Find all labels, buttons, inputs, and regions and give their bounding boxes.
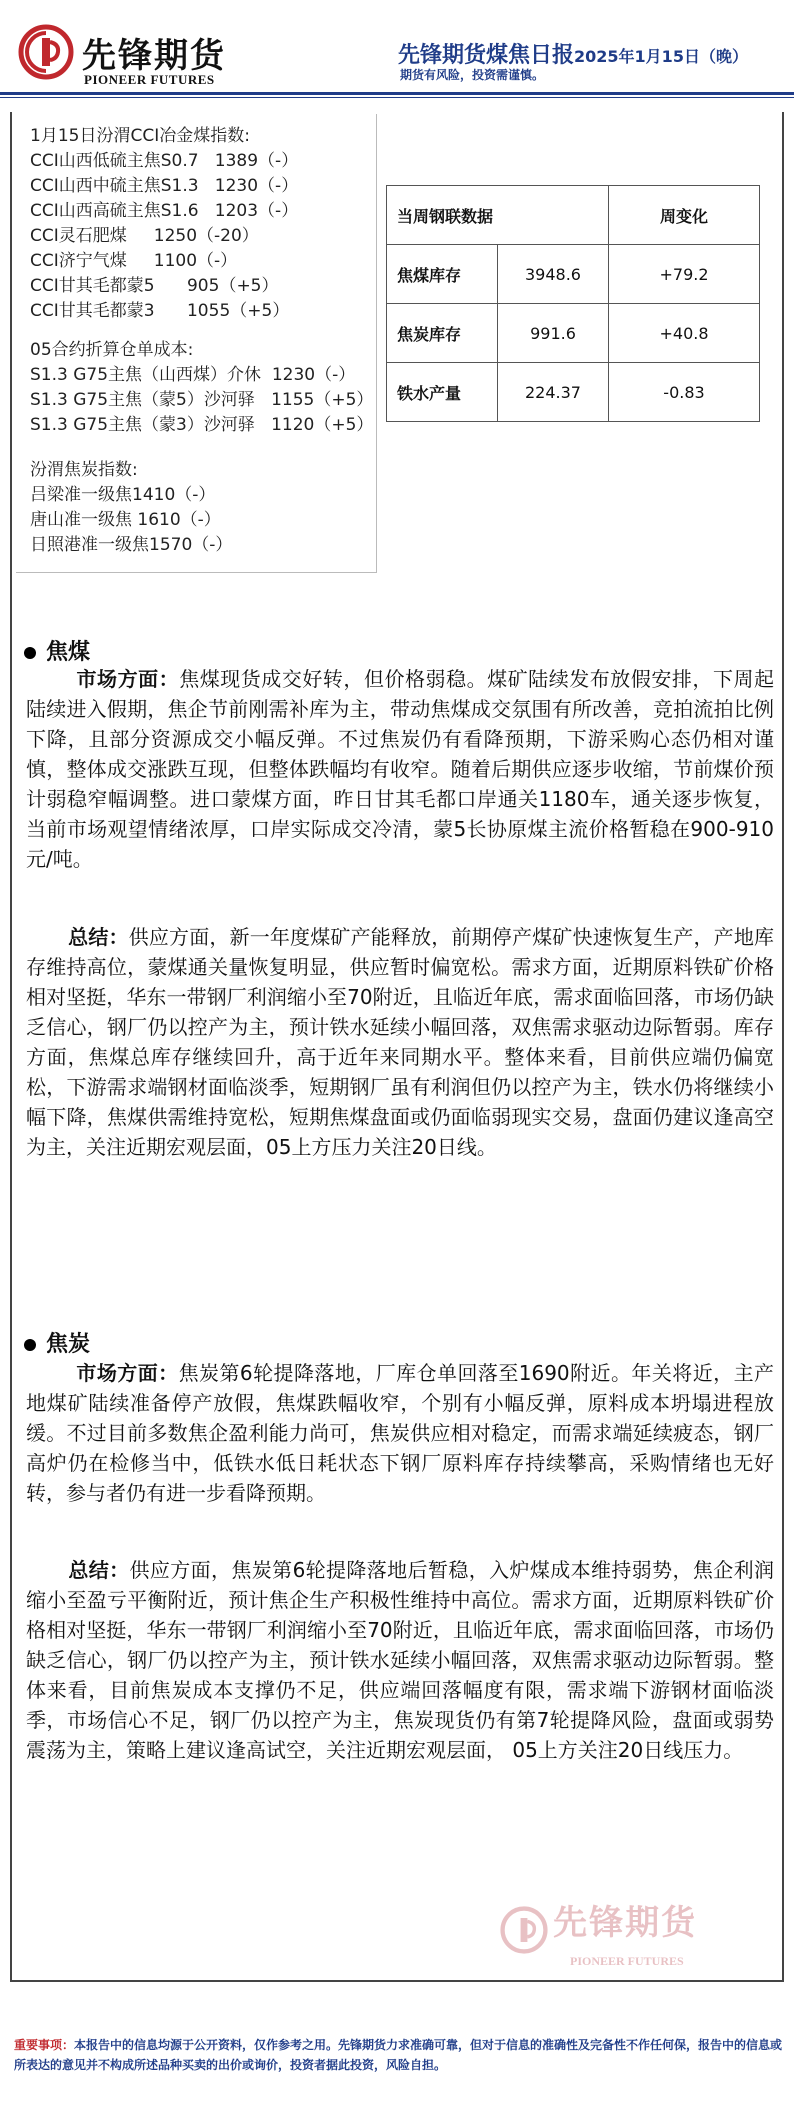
summary-text: 供应方面，焦炭第6轮提降落地后暂稳，入炉煤成本维持弱势，焦企利润缩小至盈亏平衡附近，预计焦企生产积极性维持中高位。需求方面，近期原料铁矿价格相对坚挺，华东一带钢厂利润缩小至70附近，且临近年底，需求面临回落，市场仍缺乏信心，钢厂仍以控产为主，预计铁水延续小幅回落，双焦需求驱动边际暂弱。整体来看，目前焦炭成本支撑仍不足，供应端回落幅度有限，需求端下游钢材面临淡季，市场信心不足，钢厂仍以控产为主，焦炭现货仍有第7轮提降风险，盘面或弱势震荡为主，策略上建议逢高试空，关注近期宏观层面， 05上方关注20日线压力。	[26, 1558, 775, 1762]
cci-index-line: CCI山西低硫主焦S0.7 1389（-）	[30, 151, 299, 171]
coke-index-line: 唐山准一级焦 1610（-）	[30, 510, 221, 530]
report-title	[398, 38, 748, 69]
market-label: 市场方面：	[76, 667, 180, 691]
summary-text: 供应方面，新一年度煤矿产能释放，前期停产煤矿快速恢复生产，产地库存维持高位，蒙煤通关量恢复明显，供应暂时偏宽松。需求方面，近期原料铁矿价格相对坚挺，华东一带钢厂利润缩小至70附近，且临近年底，需求面临回落，市场仍缺乏信心，钢厂仍以控产为主，预计铁水延续小幅回落，双焦需求驱动边际暂弱。库存方面，焦煤总库存继续回升，高于近年来同期水平。整体来看，目前供应端仍偏宽松，下游需求端钢材面临淡季，短期钢厂虽有利润但仍以控产为主，铁水仍将继续小幅下降，焦煤供需维持宽松，短期焦煤盘面或仍面临弱现实交易，盘面仍建议逢高空为主，关注近期宏观层面，05上方压力关注20日线。	[26, 925, 775, 1159]
watermark-brand-english: PIONEER FUTURES	[570, 1953, 684, 1968]
watermark-logo-icon	[500, 1906, 548, 1954]
cci-index-line: CCI甘其毛都蒙3 1055（+5）	[30, 301, 290, 321]
table-cell: 3948.6	[498, 245, 609, 304]
table-cell: 焦煤库存	[387, 245, 498, 304]
table-cell: 991.6	[498, 304, 609, 363]
header-divider	[0, 92, 794, 95]
cci-index-line: CCI甘其毛都蒙5 905（+5）	[30, 276, 279, 296]
weekly-steel-data-table	[386, 185, 760, 422]
watermark-brand: 先锋期货	[553, 1903, 698, 1943]
market-text: 焦炭第6轮提降落地，厂库仓单回落至1690附近。年关将近，主产地煤矿陆续准备停产放假，焦煤跌幅收窄，个别有小幅反弹，原料成本坍塌进程放缓。不过目前多数焦企盈利能力尚可，焦炭供应相对稳定，而需求端延续疲态，钢厂高炉仍在检修当中，低铁水低日耗状态下钢厂原料库存持续攀高，采购情绪也无好转，参与者仍有进一步看降预期。	[26, 1361, 775, 1505]
table-cell: 铁水产量	[387, 363, 498, 422]
brand-name-english: PIONEER FUTURES	[84, 72, 215, 87]
table-row	[387, 304, 760, 363]
warehouse-cost-line: S1.3 G75主焦（山西煤）介休 1230（-）	[30, 365, 356, 385]
table-cell: +40.8	[609, 304, 760, 363]
footer-watermark	[500, 1895, 697, 1969]
frame-bottom-border	[10, 1980, 784, 1982]
disclaimer-text: 本报告中的信息均源于公开资料，仅作参考之用。先锋期货力求准确可靠，但对于信息的准确性及完备性不作任何保，报告中的信息或所表达的意见并不构成所述品种买卖的出价或询价，投资者据此投资，风险自担。	[14, 2038, 783, 2072]
cci-index-list	[30, 149, 376, 324]
cci-index-title: 1月15日汾渭CCI冶金煤指数:	[30, 126, 250, 146]
risk-slogan: 期货有风险，投资需谨慎。	[400, 68, 545, 82]
warehouse-cost-title: 05合约折算仓单成本:	[30, 340, 194, 360]
table-cell: +79.2	[609, 245, 760, 304]
warehouse-cost-line: S1.3 G75主焦（蒙5）沙河驿 1155（+5）	[30, 390, 374, 410]
brand-name: 先锋期货	[82, 36, 226, 76]
table-row	[387, 363, 760, 422]
bullet-icon	[24, 1339, 36, 1351]
bullet-icon	[24, 647, 36, 659]
table-cell: 224.37	[498, 363, 609, 422]
cci-index-line: CCI山西高硫主焦S1.6 1203（-）	[30, 201, 299, 221]
cci-index-line: CCI灵石肥煤 1250（-20）	[30, 226, 259, 246]
price-index-panel	[16, 114, 377, 573]
disclaimer-label: 重要事项：	[14, 2038, 75, 2052]
report-date: 2025年1月15日（晚）	[574, 47, 748, 66]
section-heading-coke	[24, 1327, 90, 1358]
table-row	[387, 245, 760, 304]
frame-left-border	[10, 112, 12, 1982]
coke-index-title: 汾渭焦炭指数:	[30, 460, 138, 480]
table-header-row	[387, 186, 760, 245]
header-divider-thin	[0, 97, 794, 98]
report-title-text: 先锋期货煤焦日报	[398, 43, 575, 68]
warehouse-cost-line: S1.3 G75主焦（蒙3）沙河驿 1120（+5）	[30, 415, 374, 435]
section-heading-text: 焦煤	[46, 640, 91, 665]
coking-coal-market-paragraph	[26, 664, 774, 874]
table-cell: -0.83	[609, 363, 760, 422]
summary-label: 总结：	[68, 1558, 130, 1582]
coking-coal-summary-paragraph	[26, 922, 774, 1162]
frame-right-border	[782, 112, 784, 1982]
table-header-cell: 周变化	[609, 186, 760, 245]
summary-label: 总结：	[68, 925, 129, 949]
coke-index-line: 吕梁准一级焦1410（-）	[30, 485, 216, 505]
section-heading-text: 焦炭	[46, 1332, 91, 1357]
disclaimer	[14, 2035, 784, 2075]
coke-summary-paragraph	[26, 1555, 774, 1765]
market-text: 焦煤现货成交好转，但价格弱稳。煤矿陆续发布放假安排，下周起陆续进入假期，焦企节前刚需补库为主，带动焦煤成交氛围有所改善，竞拍流拍比例下降，且部分资源成交小幅反弹。不过焦炭仍有看降预期，下游采购心态仍相对谨慎，整体成交涨跌互现，但整体跌幅均有收窄。随着后期供应逐步收缩，节前煤价预计弱稳窄幅调整。进口蒙煤方面，昨日甘其毛都口岸通关1180车，通关逐步恢复，当前市场观望情绪浓厚，口岸实际成交冷清，蒙5长协原煤主流价格暂稳在900-910元/吨。	[26, 667, 775, 871]
table-cell: 焦炭库存	[387, 304, 498, 363]
cci-index-line: CCI济宁气煤 1100（-）	[30, 251, 238, 271]
cci-index-line: CCI山西中硫主焦S1.3 1230（-）	[30, 176, 299, 196]
coke-market-paragraph	[26, 1358, 774, 1508]
coke-index-line: 日照港准一级焦1570（-）	[30, 535, 233, 555]
market-label: 市场方面：	[76, 1361, 179, 1385]
company-logo-icon	[18, 24, 74, 80]
section-heading-coking-coal	[24, 635, 90, 666]
table-header-cell: 当周钢联数据	[387, 186, 609, 245]
